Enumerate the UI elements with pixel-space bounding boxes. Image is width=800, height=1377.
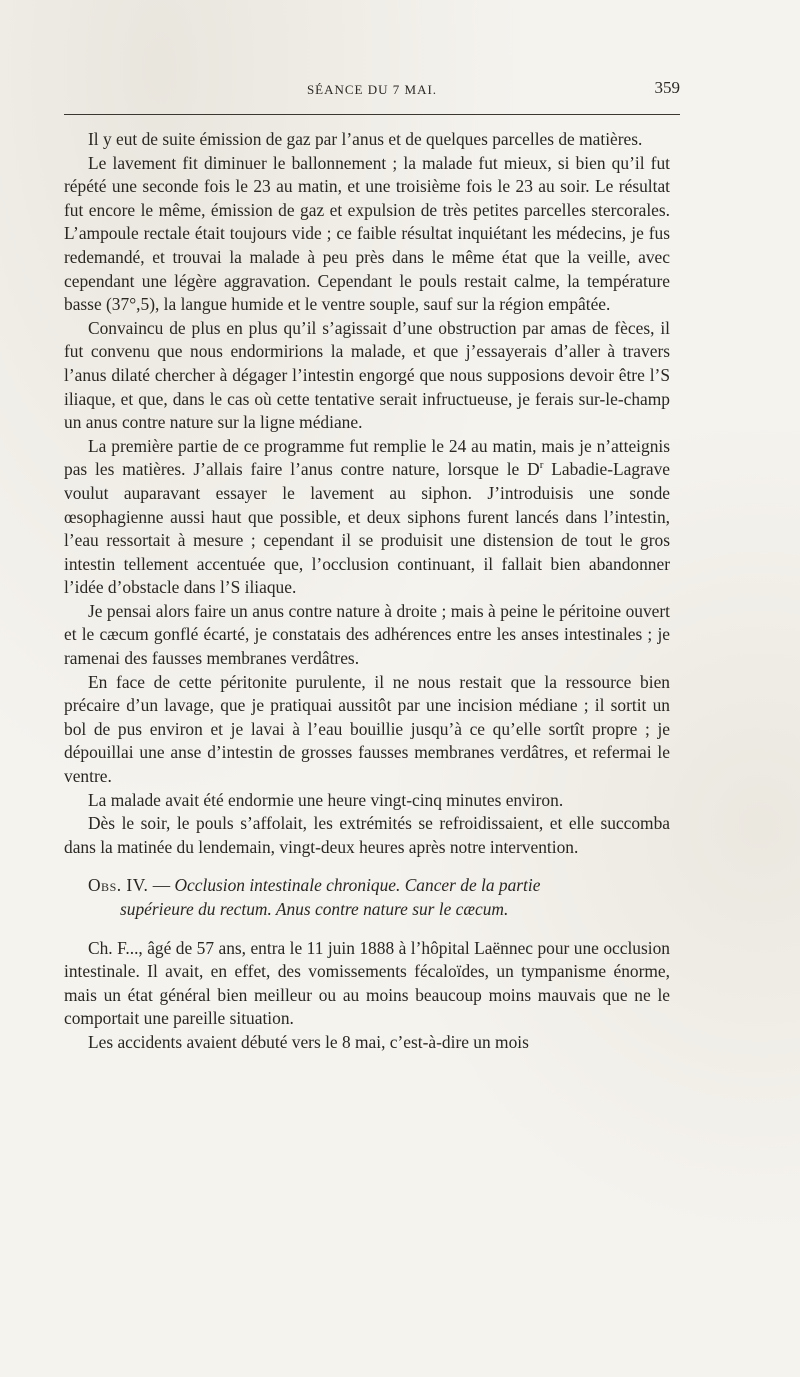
observation-heading: [64, 874, 670, 921]
paragraph-4: [64, 435, 670, 600]
paragraph-2: Le lavement fit diminuer le ballonnement ; la malade fut mieux, si bien qu’il fut répété une seconde fois le 23 au matin, et une troisième fois le 23 au soir. Le résultat fut encore le même, émission de gaz et expulsion de très petites parcelles stercorales. L’ampoule rectale était toujours vide ; ce faible résultat inquiétant les médecins, je fus redemandé, et trouvai la malade à peu près dans le même état que la veille, avec cependant une légère aggravation. Cependant le pouls restait calme, la température basse (37°,5), la langue humide et le ventre souple, sauf sur la région empâtée.: [64, 152, 670, 315]
paragraph-4-end: Labadie-Lagrave voulut auparavant essayer le lavement au siphon. J’introduisis une sonde œsophagienne aussi haut que possible, et deux siphons furent lancés dans l’intestin, l’eau ressortait à mesure ; cependant il se produisit une distension de tout le gros intestin tellement accentuée que, l’occlusion continuant, il fallait bien abandonner l’idée d’obstacle dans l’S iliaque.: [64, 459, 670, 598]
paragraph-9: Ch. F..., âgé de 57 ans, entra le 11 juin 1888 à l’hôpital Laënnec pour une occlusion intestinale. Il avait, en effet, des vomissements fécaloïdes, un tympanisme énorme, mais un état général bien meilleur ou au moins beaucoup moins mauvais que ne le comportait une pareille situation.: [64, 937, 670, 1029]
header-rule: [64, 114, 680, 115]
paragraph-5: Je pensai alors faire un anus contre nature à droite ; mais à peine le péritoine ouvert et le cæcum gonflé écarté, je constatais des adhérences entre les anses intestinales ; je ramenai des fausses membranes verdâtres.: [64, 600, 670, 669]
paragraph-1: Il y eut de suite émission de gaz par l’anus et de quelques parcelles de matières.: [88, 129, 643, 149]
paragraph-4-start: La première partie de ce programme fut remplie le 24 au matin, mais je n’atteignis pas les matières. J’allais faire l’anus contre nature, lorsque le D: [64, 435, 670, 480]
doctor-abbrev-sup: r: [539, 459, 544, 472]
observation-title-line-1: Occlusion intestinale chronique. Cancer de la partie: [174, 875, 541, 896]
observation-label: Obs. IV.: [88, 875, 149, 896]
observation-dash: —: [148, 875, 175, 896]
paragraph-6: En face de cette péritonite purulente, il ne nous restait que la ressource bien précaire d’un lavage, que je pratiquai aussitôt par une incision médiane ; il sortit un bol de pus environ et je lavai à l’eau bouillie jusqu’à ce qu’elle sortît propre ; je dépouillai une anse d’intestin de grosses fausses membranes verdâtres, et refermai le ventre.: [64, 671, 670, 787]
page-number: 359: [654, 78, 680, 97]
observation-title-line-2: supérieure du rectum. Anus contre nature sur le cæcum.: [120, 899, 509, 919]
paragraph-3: Convaincu de plus en plus qu’il s’agissait d’une obstruction par amas de fèces, il fut convenu que nous endormirions la malade, et que j’essayerais d’aller à travers l’anus dilaté chercher à dégager l’intestin engorgé que nous supposions devoir être l’S iliaque, et que, dans le cas où cette tentative serait infructueuse, je ferais sur-le-champ un anus contre nature sur la ligne médiane.: [64, 317, 670, 433]
page-header: [64, 78, 680, 108]
body-text: [64, 128, 670, 1055]
paragraph-8: Dès le soir, le pouls s’affolait, les extrémités se refroidissaient, et elle succomba dans la matinée du lendemain, vingt-deux heures après notre intervention.: [64, 813, 670, 857]
paragraph-7: La malade avait été endormie une heure vingt-cinq minutes environ.: [88, 789, 564, 810]
paragraph-10: Les accidents avaient débuté vers le 8 mai, c’est-à-dire un mois: [88, 1031, 529, 1052]
running-head: SÉANCE DU 7 MAI.: [306, 82, 438, 97]
